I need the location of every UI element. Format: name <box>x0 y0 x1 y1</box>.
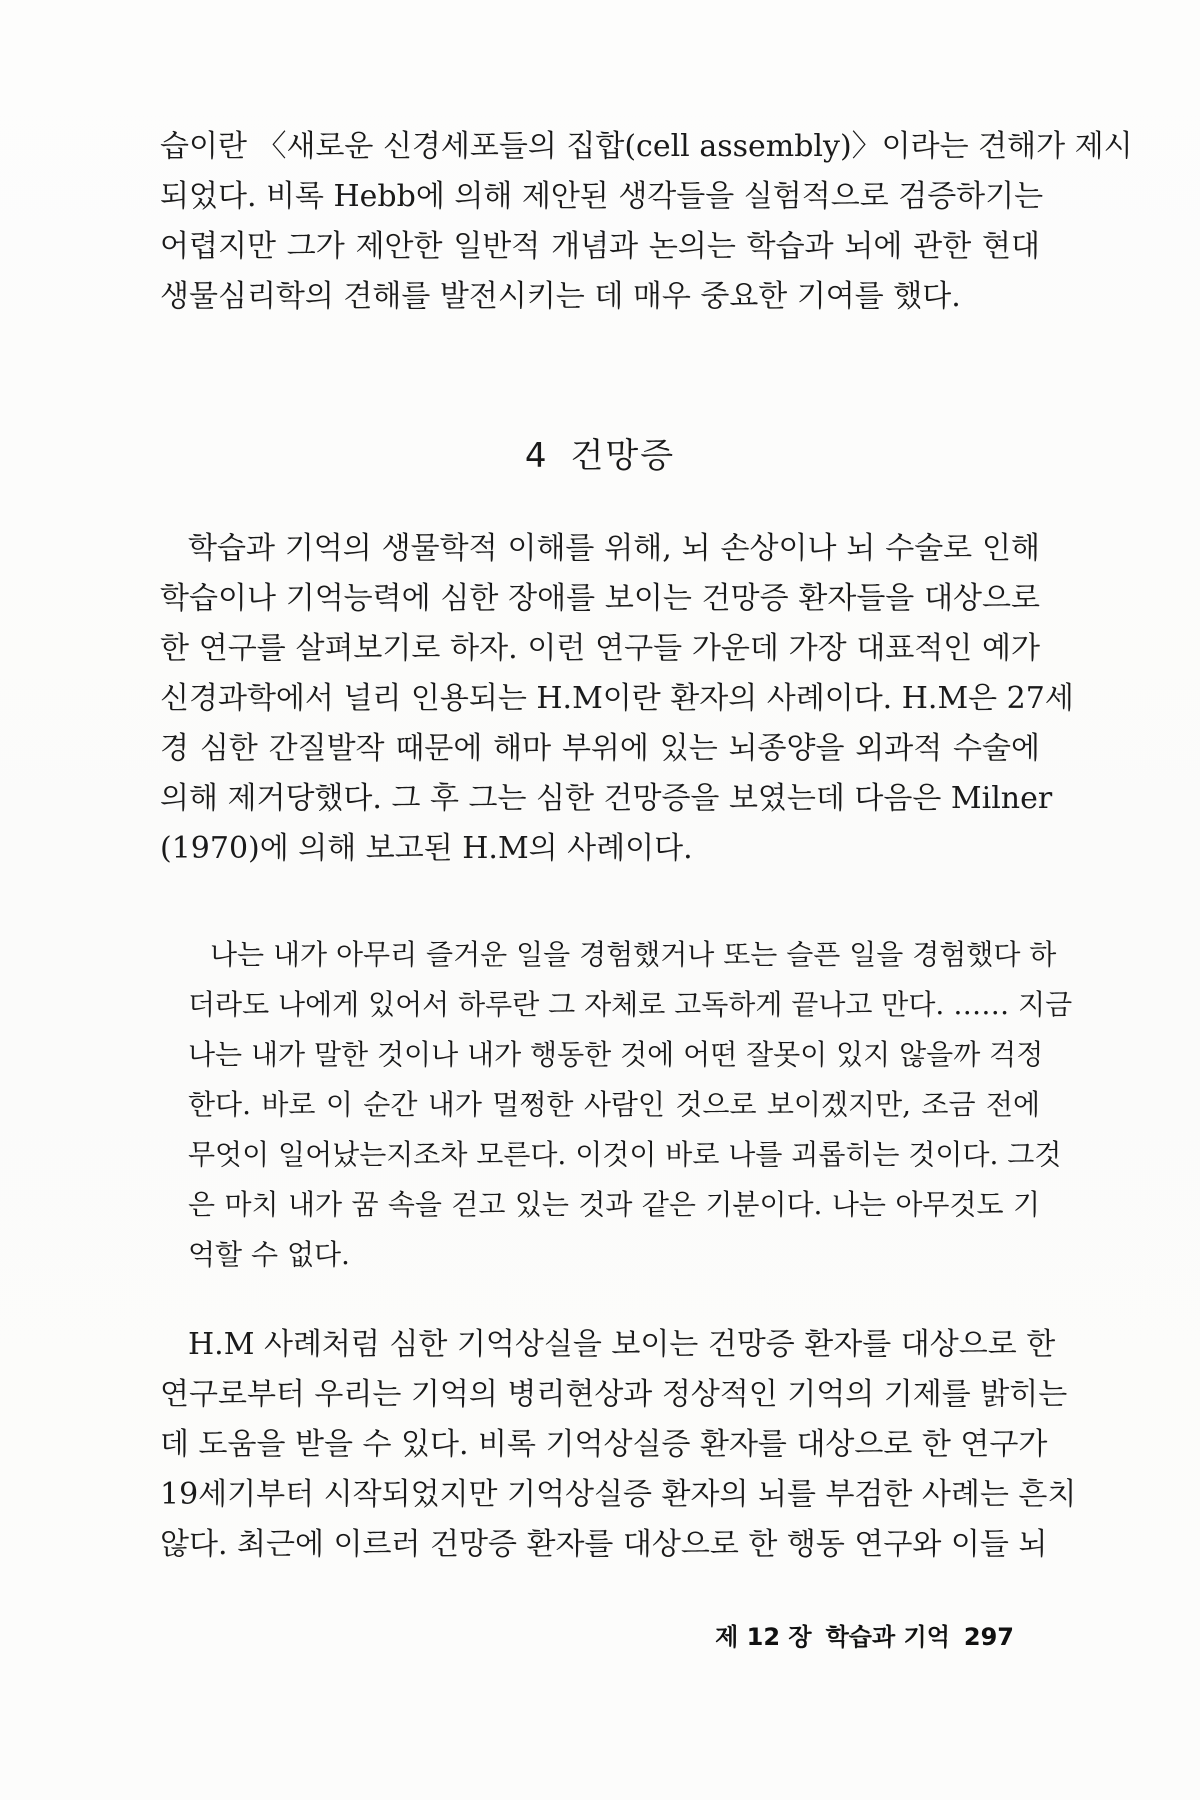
paragraph-3-line-4: 19세기부터 시작되었지만 기억상실증 환자의 뇌를 부검한 사례는 흔치 <box>160 1477 1077 1512</box>
intro-line-4: 생물심리학의 견해를 발전시키는 데 매우 중요한 기여를 했다. <box>160 279 961 314</box>
intro-line-3: 어렵지만 그가 제안한 일반적 개념과 논의는 학습과 뇌에 관한 현대 <box>160 229 1040 264</box>
quote-line-7: 억할 수 없다. <box>188 1238 350 1271</box>
paragraph-3-line-5: 않다. 최근에 이르러 건망증 환자를 대상으로 한 행동 연구와 이들 뇌 <box>160 1527 1048 1562</box>
quote-line-1: 나는 내가 아무리 즐거운 일을 경험했거나 또는 슬픈 일을 경험했다 하 <box>210 938 1057 971</box>
paragraph-2-line-6: 의해 제거당했다. 그 후 그는 심한 건망증을 보였는데 다음은 Milner <box>160 781 1053 816</box>
section-heading <box>0 434 1200 478</box>
case-quote <box>188 930 1073 1280</box>
paragraph-2-line-3: 한 연구를 살펴보기로 하자. 이런 연구들 가운데 가장 대표적인 예가 <box>160 631 1040 666</box>
paragraph-research <box>160 1320 1077 1570</box>
paragraph-amnesia-intro <box>160 524 1074 874</box>
section-number: 4 <box>524 436 549 476</box>
quote-line-4: 한다. 바로 이 순간 내가 멀쩡한 사람인 것으로 보이겠지만, 조금 전에 <box>188 1088 1040 1121</box>
page-footer <box>715 1622 1014 1652</box>
quote-line-5: 무엇이 일어났는지조차 모른다. 이것이 바로 나를 괴롭히는 것이다. 그것 <box>188 1138 1062 1171</box>
intro-paragraph <box>160 122 1133 322</box>
section-title: 건망증 <box>570 436 676 476</box>
footer-chapter-title: 학습과 기억 <box>825 1623 950 1651</box>
paragraph-3-line-2: 연구로부터 우리는 기억의 병리현상과 정상적인 기억의 기제를 밝히는 <box>160 1377 1068 1412</box>
paragraph-3-line-3: 데 도움을 받을 수 있다. 비록 기억상실증 환자를 대상으로 한 연구가 <box>160 1427 1048 1462</box>
page-number: 297 <box>963 1623 1014 1651</box>
intro-line-2: 되었다. 비록 Hebb에 의해 제안된 생각들을 실험적으로 검증하기는 <box>160 179 1044 214</box>
intro-line-1: 습이란 〈새로운 신경세포들의 집합(cell assembly)〉이라는 견해가 제시 <box>160 129 1133 164</box>
paragraph-2-line-2: 학습이나 기억능력에 심한 장애를 보이는 건망증 환자들을 대상으로 <box>160 581 1040 616</box>
paragraph-2-line-7: (1970)에 의해 보고된 H.M의 사례이다. <box>160 831 693 866</box>
paragraph-3-line-1: H.M 사례처럼 심한 기억상실을 보이는 건망증 환자를 대상으로 한 <box>188 1327 1056 1362</box>
quote-line-2: 더라도 나에게 있어서 하루란 그 자체로 고독하게 끝나고 만다. …… 지금 <box>188 988 1073 1021</box>
paragraph-2-line-4: 신경과학에서 널리 인용되는 H.M이란 환자의 사례이다. H.M은 27세 <box>160 681 1074 716</box>
quote-line-6: 은 마치 내가 꿈 속을 걷고 있는 것과 같은 기분이다. 나는 아무것도 기 <box>188 1188 1040 1221</box>
paragraph-2-line-1: 학습과 기억의 생물학적 이해를 위해, 뇌 손상이나 뇌 수술로 인해 <box>188 531 1040 566</box>
footer-chapter: 제 12 장 <box>715 1623 812 1651</box>
quote-line-3: 나는 내가 말한 것이나 내가 행동한 것에 어떤 잘못이 있지 않을까 걱정 <box>188 1038 1044 1071</box>
paragraph-2-line-5: 경 심한 간질발작 때문에 해마 부위에 있는 뇌종양을 외과적 수술에 <box>160 731 1040 766</box>
